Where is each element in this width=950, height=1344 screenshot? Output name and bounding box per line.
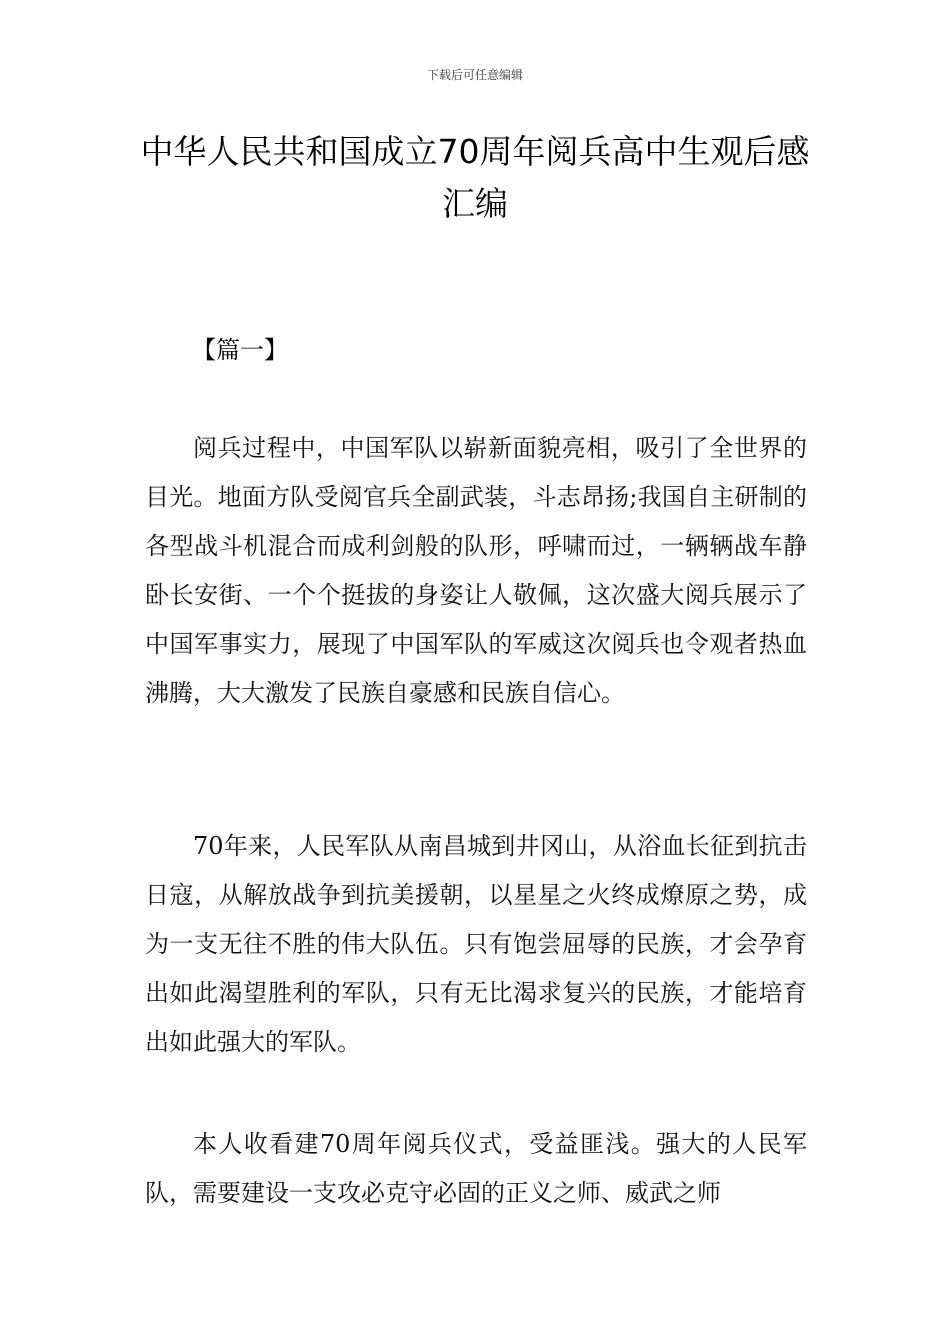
paragraph-2: 70年来，人民军队从南昌城到井冈山，从浴血长征到抗击日寇，从解放战争到抗美援朝，以星星之火终成燎原之势，成为一支无往不胜的伟大队伍。只有饱尝屈辱的民族，才会孕育出如此渴望胜利的军队，只有无比渴求复兴的民族，才能培育出如此强大的军队。 <box>145 832 807 1056</box>
section-label: 【篇一】 <box>192 336 288 364</box>
page-header-note: 下载后可任意编辑 <box>426 68 523 82</box>
document-title: 中华人民共和国成立70周年阅兵高中生观后感汇编 <box>140 132 810 223</box>
paragraph-1: 阅兵过程中，中国军队以崭新面貌亮相，吸引了全世界的目光。地面方队受阅官兵全副武装，斗志昂扬;我国自主研制的各型战斗机混合而成利剑般的队形，呼啸而过，一辆辆战车静卧长安街、一个个挺拔的身姿让人敬佩，这次盛大阅兵展示了中国军事实力，展现了中国军队的军威这次阅兵也令观者热血沸腾，大大激发了民族自豪感和民族自信心。 <box>145 434 807 707</box>
paragraph-3: 本人收看建70周年阅兵仪式，受益匪浅。强大的人民军队，需要建设一支攻必克守必固的正义之师、威武之师 <box>145 1130 807 1207</box>
